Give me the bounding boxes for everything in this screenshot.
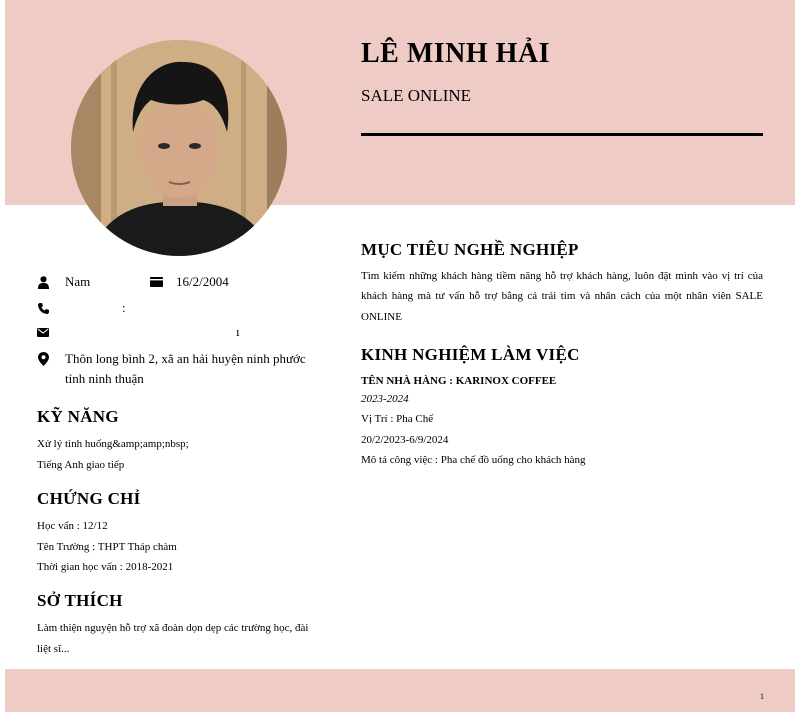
address-line: tỉnh ninh thuận xyxy=(65,371,144,386)
envelope-icon xyxy=(36,322,50,342)
objective-text: ONLINE xyxy=(361,311,402,323)
work-dates: 20/2/2023-6/9/2024 xyxy=(361,434,449,446)
objective-heading: MỤC TIÊU NGHỀ NGHIỆP xyxy=(361,240,579,259)
skills-heading: KỸ NĂNG xyxy=(37,407,119,426)
address-row xyxy=(36,349,306,389)
work-period: 2023-2024 xyxy=(361,393,409,405)
hobbies-text: Làm thiện nguyện hỗ trợ xã đoàn dọn dẹp các trường học, đài xyxy=(37,622,309,634)
phone-icon xyxy=(36,298,50,318)
footer-band xyxy=(5,669,795,712)
job-title: SALE ONLINE xyxy=(361,86,472,105)
experience-heading: KINH NGHIỆM LÀM VIỆC xyxy=(361,345,580,364)
work-position: Vị Trí : Pha Chế xyxy=(361,413,434,425)
address-line: Thôn long bình 2, xã an hải huyện ninh phước xyxy=(65,351,306,366)
email-value: ı xyxy=(236,324,240,339)
work-description: Mô tả công việc : Pha chế đồ uống cho khách hàng xyxy=(361,454,586,466)
map-pin-icon xyxy=(36,349,50,369)
profile-photo xyxy=(71,40,287,256)
hobbies-heading: SỞ THÍCH xyxy=(37,591,123,610)
hobbies-text: liệt sĩ... xyxy=(37,643,70,655)
gender-value: Nam xyxy=(65,274,91,289)
page-number: 1 xyxy=(760,692,764,701)
phone-row xyxy=(36,298,126,318)
id-card-icon xyxy=(149,272,163,292)
gender-row xyxy=(36,272,90,292)
certificate-item: Thời gian học vấn : 2018-2021 xyxy=(37,561,174,573)
certificate-item: Học vấn : 12/12 xyxy=(37,520,108,532)
objective-text: Tìm kiếm những khách hàng tiềm năng hỗ trợ khách hàng, luôn đặt mình vào vị trí của xyxy=(361,270,763,282)
certificate-item: Tên Trường : THPT Tháp chàm xyxy=(37,541,177,553)
phone-value: : xyxy=(122,300,126,315)
title-divider xyxy=(361,133,763,136)
certificates-heading: CHỨNG CHỈ xyxy=(37,489,141,508)
skill-item: Xử lý tình huống&amp;amp;nbsp; xyxy=(37,438,189,450)
cv-page xyxy=(5,0,795,712)
dob-row xyxy=(149,272,229,292)
candidate-name: LÊ MINH HẢI xyxy=(361,38,551,69)
company-name: TÊN NHÀ HÀNG : KARINOX COFFEE xyxy=(361,375,557,387)
user-icon xyxy=(36,272,50,292)
skill-item: Tiếng Anh giao tiếp xyxy=(37,459,125,471)
objective-text: khách hàng mà tư vấn hỗ trợ bằng cả trái tim và nhân cách của một nhân viên SALE xyxy=(361,290,763,302)
email-row xyxy=(36,322,240,342)
dob-value: 16/2/2004 xyxy=(176,274,229,289)
